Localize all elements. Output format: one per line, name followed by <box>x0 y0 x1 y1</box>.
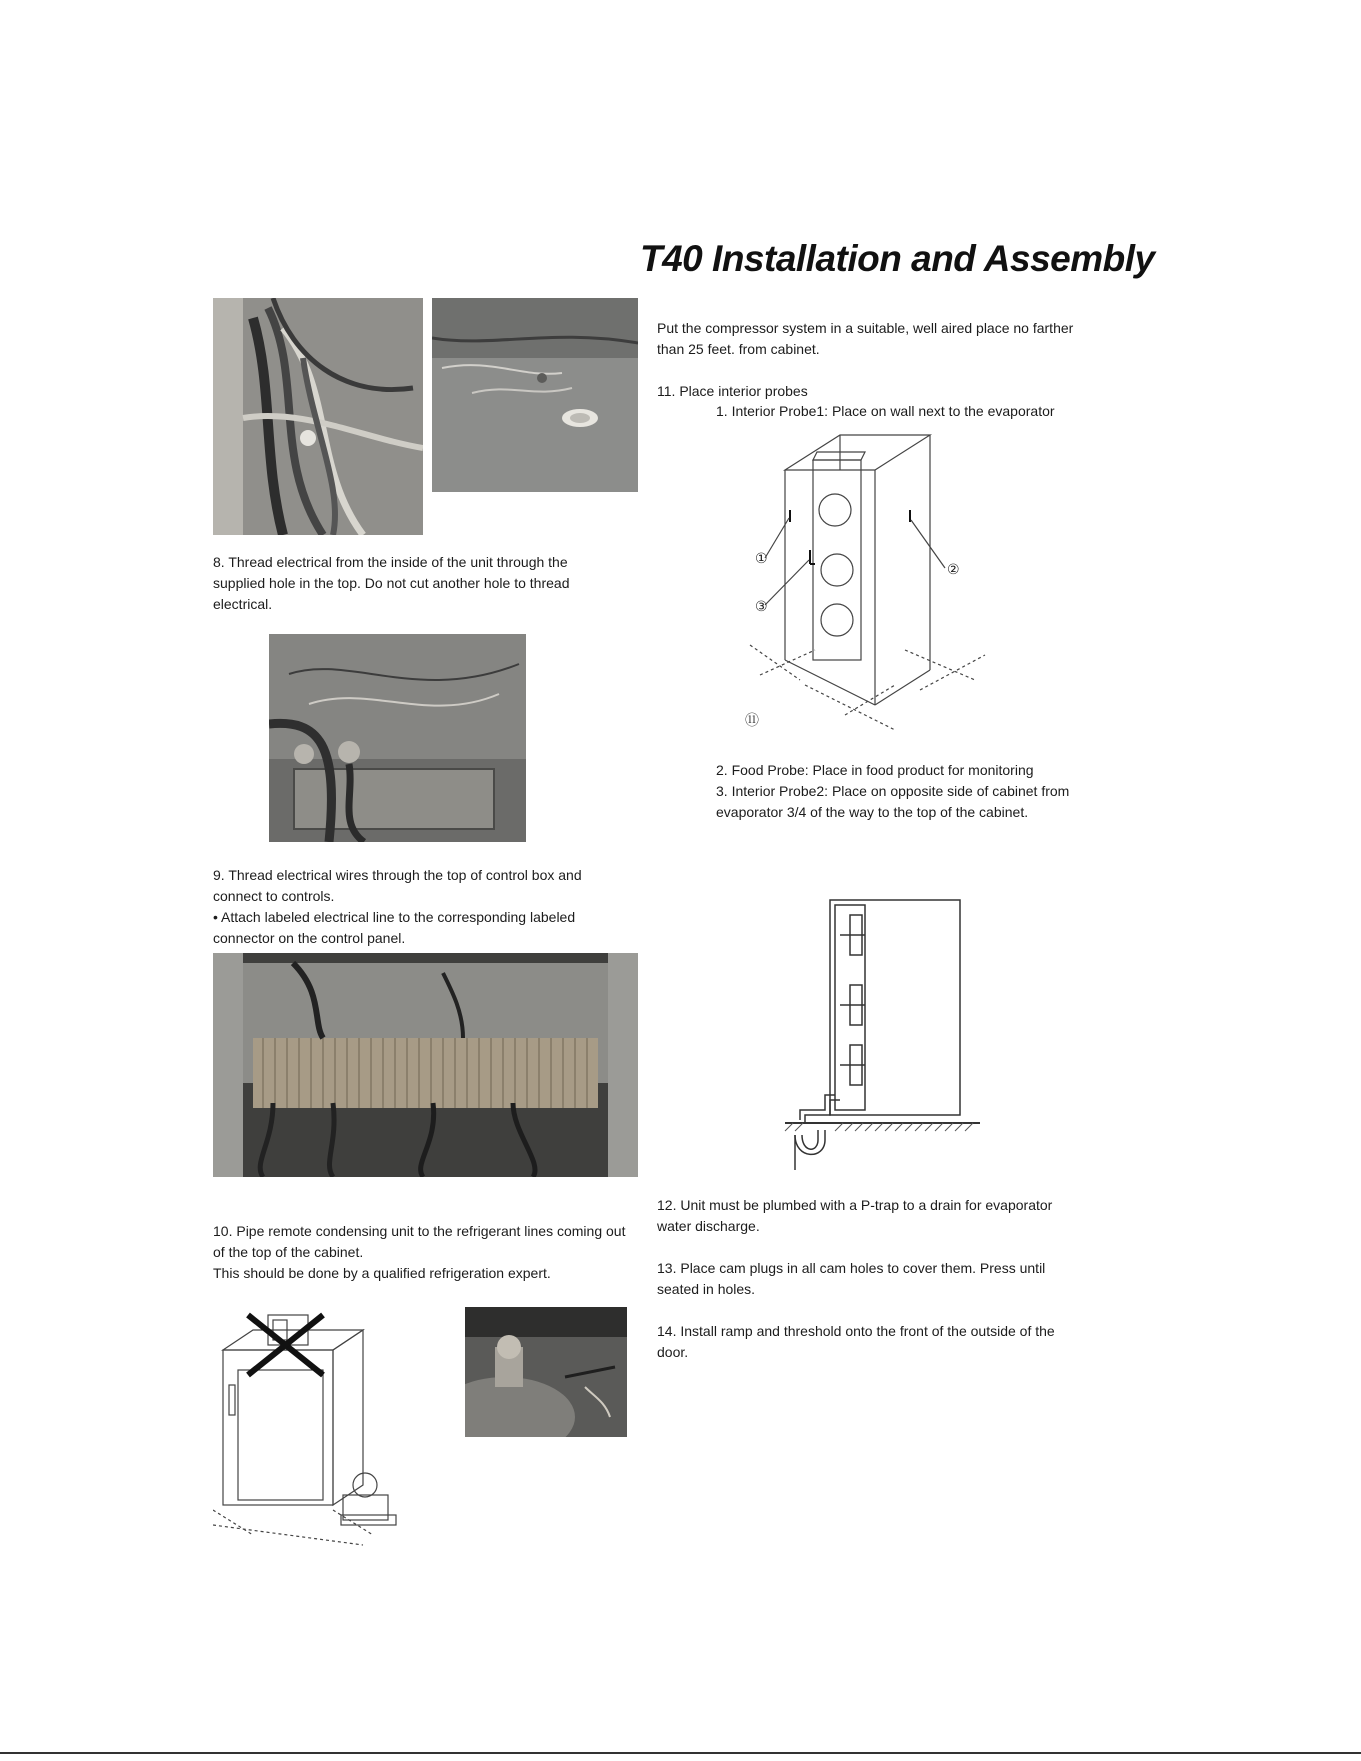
step-10-line-1: 10. Pipe remote condensing unit to the refrigerant lines coming out of the top of the cabinet. <box>213 1223 626 1260</box>
step-8-text: 8. Thread electrical from the inside of the unit through the supplied hole in the top. Do not cut another hole to thread electrical. <box>213 554 570 612</box>
step-11-item-1: 1. Interior Probe1: Place on wall next to the evaporator <box>716 403 1055 419</box>
figure-number: ⑪ <box>745 713 759 729</box>
diagram-p-trap-drain <box>780 895 980 1175</box>
step-9-line-1: 9. Thread electrical wires through the top of control box and connect to controls. <box>213 867 582 904</box>
diagram-interior-probes <box>745 430 1010 730</box>
page-title: T40 Installation and Assembly <box>640 238 1155 279</box>
probe-callout-3: ③ <box>755 599 768 615</box>
photo-refrigerant-fitting <box>465 1307 627 1437</box>
intro-text: Put the compressor system in a suitable, well aired place no farther than 25 feet. from cabinet. <box>657 320 1074 357</box>
page-bottom-rule <box>0 1752 1361 1754</box>
step-9-line-2: • Attach labeled electrical line to the corresponding labeled connector on the control panel. <box>213 909 576 946</box>
diagram-remote-condensing-unit <box>213 1310 428 1560</box>
step-10-line-2: This should be done by a qualified refrigeration expert. <box>213 1265 551 1281</box>
step-11-item-3: 3. Interior Probe2: Place on opposite side of cabinet from evaporator 3/4 of the way to the top of the cabinet. <box>716 783 1070 820</box>
photo-hole-in-top <box>432 298 638 492</box>
step-14-text: 14. Install ramp and threshold onto the front of the outside of the door. <box>657 1323 1055 1360</box>
step-10-text <box>213 1221 633 1284</box>
step-13-text: 13. Place cam plugs in all cam holes to cover them. Press until seated in holes. <box>657 1260 1046 1297</box>
probe-callout-1: ① <box>755 551 768 567</box>
probe-callout-2: ② <box>947 562 960 578</box>
step-9-text <box>213 865 633 949</box>
step-11-item-2: 2. Food Probe: Place in food product for monitoring <box>716 762 1034 778</box>
photo-terminal-block <box>213 953 638 1177</box>
photo-control-box-top <box>269 634 526 842</box>
step-11-heading: 11. Place interior probes <box>657 383 808 399</box>
step-12-text: 12. Unit must be plumbed with a P-trap to a drain for evaporator water discharge. <box>657 1197 1053 1234</box>
photo-wires-inside-unit <box>213 298 423 535</box>
